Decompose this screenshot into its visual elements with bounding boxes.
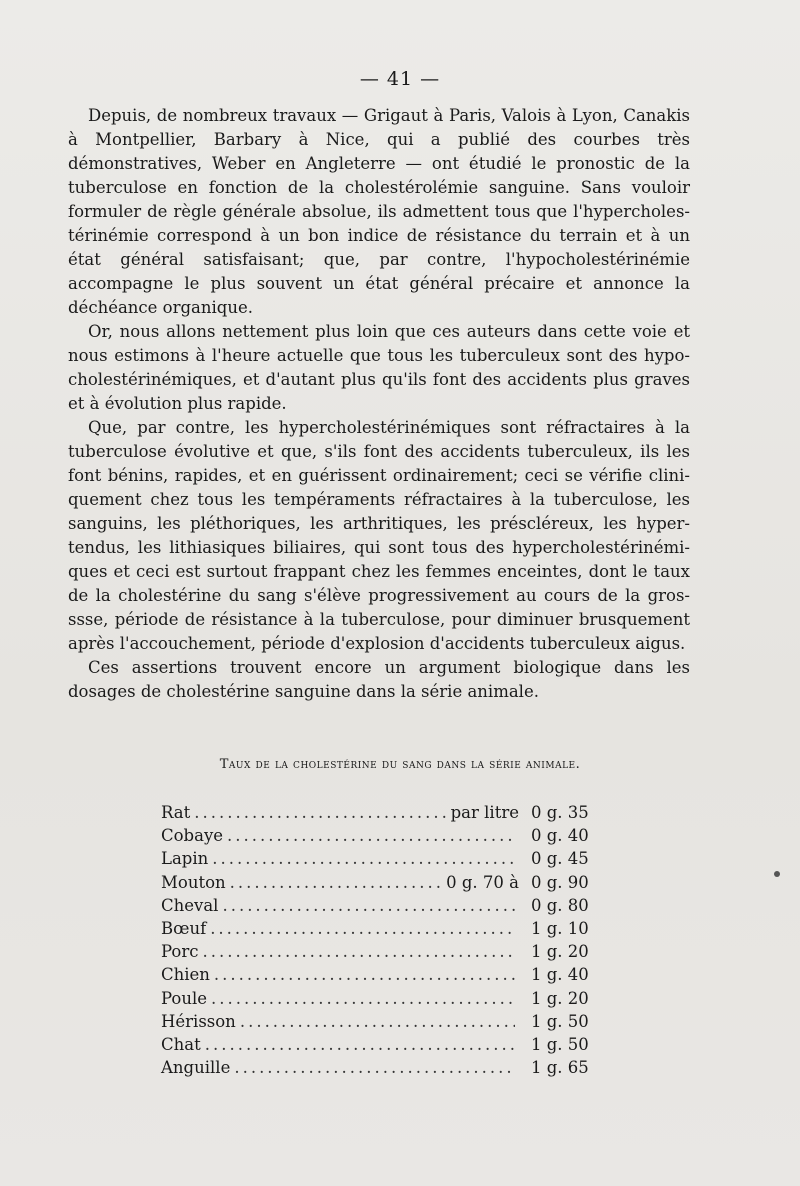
range-text: par litre (450, 803, 519, 822)
table-row (161, 894, 601, 917)
paragraph-3: Que, par contre, les hypercholestérinémiques sont réfractaires à la tuberculose évolutive et que, s'ils font des accidents tuberculeux, ils les font bénins, rapides, et en guérissent ordinairement; ceci se vérifie cliniquement chez tous les tempéraments réfractaires à la tuberculose, les sanguins, les pléthoriques, les arthritiques, les préscléreux, les hypertendus, les lithiasiques biliaires, qui sont tous des hypercholestérinémiques et ceci est surtout frappant chez les femmes enceintes, dont le taux de la cholestérine du sang s'élève progressivement au cours de la grosssse, période de résistance à la tuberculose, pour diminuer brusquement après l'accouchement, période d'explosion d'accidents tuberculeux aigus. (68, 418, 690, 653)
animal-name: Chat (161, 1034, 201, 1054)
body-text (68, 104, 690, 704)
cholesterol-value: 1 g. 20 (531, 988, 589, 1008)
animal-name: Anguille (161, 1058, 231, 1078)
dot-leader (210, 917, 515, 940)
animal-name: Rat (161, 803, 191, 822)
dot-leader (214, 963, 515, 986)
cholesterol-value: 1 g. 10 (531, 918, 589, 938)
table-row (161, 1033, 601, 1056)
paragraph-4: Ces assertions trouvent encore un argument biologique dans les dosages de cholestérine sanguine dans la série animale. (68, 658, 690, 701)
dot-leader (240, 1010, 515, 1033)
cholesterol-value: 1 g. 50 (531, 1034, 589, 1054)
cholesterol-value: 1 g. 50 (531, 1011, 589, 1031)
cholesterol-value: 1 g. 65 (531, 1058, 589, 1078)
dot-leader (211, 987, 515, 1010)
page-number: — 41 — (359, 68, 441, 90)
table-row (161, 824, 601, 847)
dot-leader (212, 847, 515, 870)
cholesterol-value: 0 g. 80 (531, 895, 589, 915)
animal-name: Chien (161, 965, 210, 985)
range-text: 0 g. 70 à (446, 872, 519, 892)
table-row (161, 1056, 601, 1079)
cholesterol-table (161, 801, 601, 1079)
table-row (161, 871, 601, 894)
dot-leader (230, 871, 442, 894)
animal-name: Cobaye (161, 826, 224, 846)
dot-leader (222, 894, 515, 917)
animal-name: Mouton (161, 872, 226, 892)
animal-name: Bœuf (161, 918, 207, 938)
table-row (161, 801, 601, 824)
cholesterol-value: 1 g. 40 (531, 965, 589, 985)
table-row (161, 847, 601, 870)
dot-leader (194, 801, 446, 824)
cholesterol-value: 0 g. 35 (531, 803, 589, 822)
table-title: Taux de la cholestérine du sang dans la série animale. (219, 757, 581, 772)
animal-name: Porc (161, 942, 199, 962)
table-row (161, 1010, 601, 1033)
cholesterol-value: 0 g. 45 (531, 849, 589, 869)
table-row (161, 940, 601, 963)
paragraph-1: Depuis, de nombreux travaux — Grigaut à Paris, Valois à Lyon, Canakis à Montpellier, Barbary à Nice, qui a publié des courbes très démonstratives, Weber en Angleterre — ont étudié le pronostic de la tuberculose en fonction de la cholestérolémie sanguine. Sans vouloir formuler de règle générale absolue, ils admettent tous que l'hypercholestérinémie correspond à un bon indice de résistance du terrain et à un état général satisfaisant; que, par contre, l'hypocholestérinémie accompagne le plus souvent un état général précaire et annonce la déchéance organique. (68, 106, 690, 317)
animal-name: Hérisson (161, 1011, 236, 1031)
animal-name: Lapin (161, 849, 209, 869)
scan-speck (774, 871, 780, 877)
dot-leader (227, 824, 515, 847)
cholesterol-value: 0 g. 90 (531, 872, 589, 892)
paragraph-2: Or, nous allons nettement plus loin que ces auteurs dans cette voie et nous estimons à l'heure actuelle que tous les tuberculeux sont des hypocholestérinémiques, et d'autant plus qu'ils font des accidents plus graves et à évolution plus rapide. (68, 322, 690, 413)
table-row (161, 987, 601, 1010)
table-row (161, 917, 601, 940)
cholesterol-value: 1 g. 20 (531, 942, 589, 962)
cholesterol-value: 0 g. 40 (531, 826, 589, 846)
table-row (161, 963, 601, 986)
dot-leader (205, 1033, 515, 1056)
animal-name: Cheval (161, 895, 219, 915)
dot-leader (203, 940, 516, 963)
dot-leader (234, 1056, 515, 1079)
animal-name: Poule (161, 988, 208, 1008)
